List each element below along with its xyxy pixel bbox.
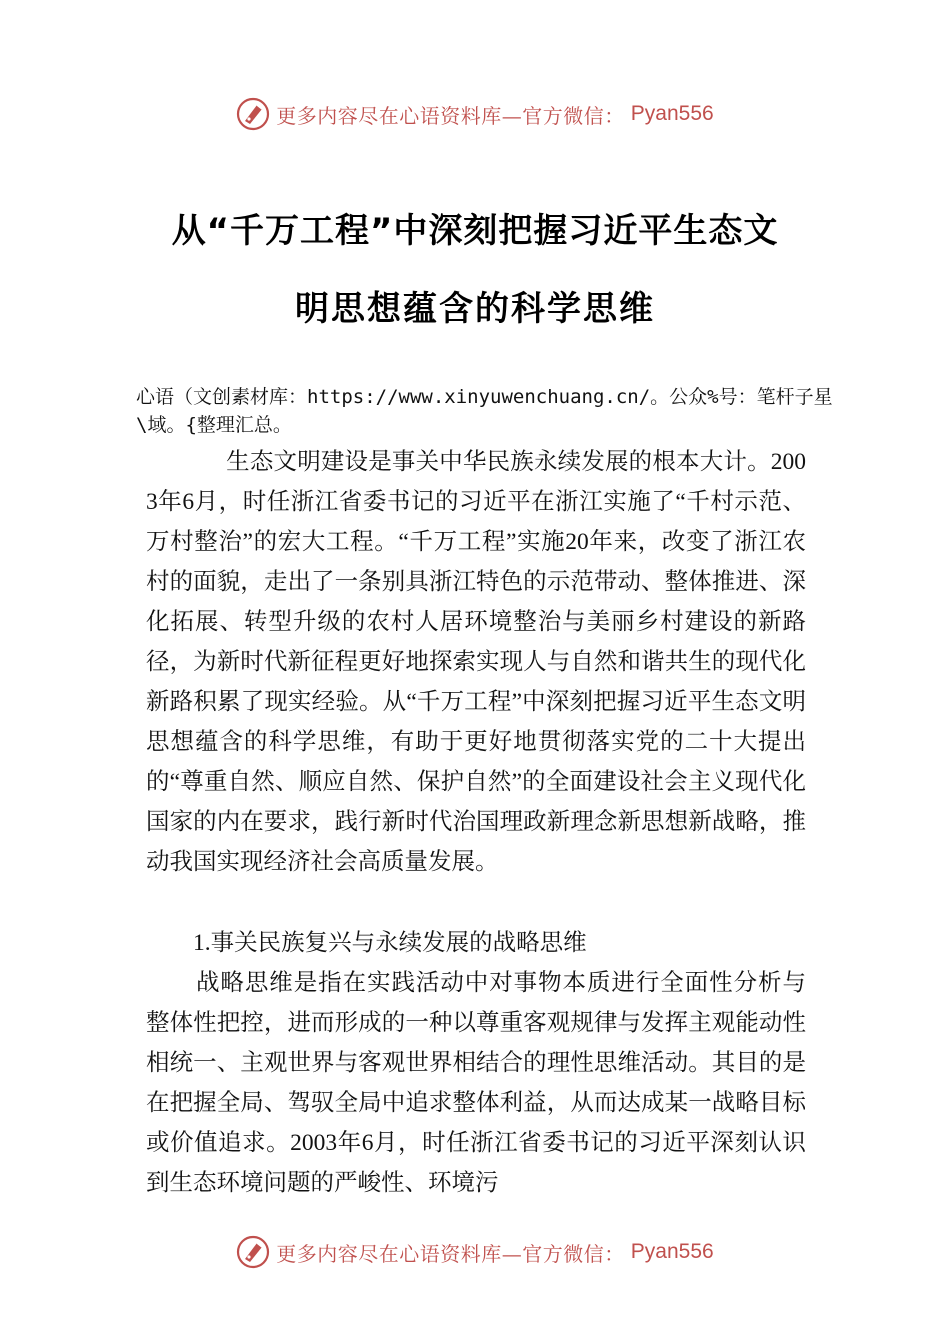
paragraph-2: 战略思维是指在实践活动中对事物本质进行全面性分析与整体性把控，进而形成的一种以尊重客观规律与发挥主观能动性相统一、主观世界与客观世界相结合的理性思维活动。其目的是在把握全局、驾驭全局中追求整体利益，从而达成某一战略目标或价值追求。2003年6月，时任浙江省委书记的习近平深刻认识到生态环境问题的严峻性、环境污 <box>146 970 806 1196</box>
paragraph-1 <box>146 442 806 882</box>
banner-text: 更多内容尽在心语资料库—官方微信： <box>276 103 625 128</box>
wechat-handle: Pyan556 <box>630 102 714 125</box>
page-title-line-2: 明思想蕴含的科学思维 <box>295 289 655 329</box>
pen-nib-logo-icon <box>236 97 270 131</box>
wechat-handle: Pyan556 <box>630 1240 714 1263</box>
footer-banner <box>0 1232 950 1272</box>
page-title-line-1: 从“千万工程”中深刻把握习近平生态文 <box>171 211 779 251</box>
banner-text: 更多内容尽在心语资料库—官方微信： <box>276 1241 625 1266</box>
paragraph-1-text: 生态文明建设是事关中华民族永续发展的根本大计。2003年6月，时任浙江省委书记的习近平在浙江实施了“千村示范、万村整治”的宏大工程。“千万工程”实施20年来，改变了浙江农村的面貌，走出了一条别具浙江特色的示范带动、整体推进、深化拓展、转型升级的农村人居环境整治与美丽乡村建设的新路径，为新时代新征程更好地探索实现人与自然和谐共生的现代化新路积累了现实经验。从“千万工程”中深刻把握习近平生态文明思想蕴含的科学思维，有助于更好地贯彻落实党的二十大提出的“尊重自然、顺应自然、保护自然”的全面建设社会主义现代化国家的内在要求，践行新时代治国理政新理念新思想新战略，推动我国实现经济社会高质量发展。 <box>146 449 806 875</box>
header-banner <box>0 94 950 134</box>
source-note: 心语（文创素材库：https://www.xinyuwenchuang.cn/。公众%号：笔杆子星\域。{整理汇总。 <box>136 386 833 436</box>
section-heading-1: 1.事关民族复兴与永续发展的战略思维 <box>193 930 587 956</box>
pen-nib-logo-icon <box>236 1235 270 1269</box>
